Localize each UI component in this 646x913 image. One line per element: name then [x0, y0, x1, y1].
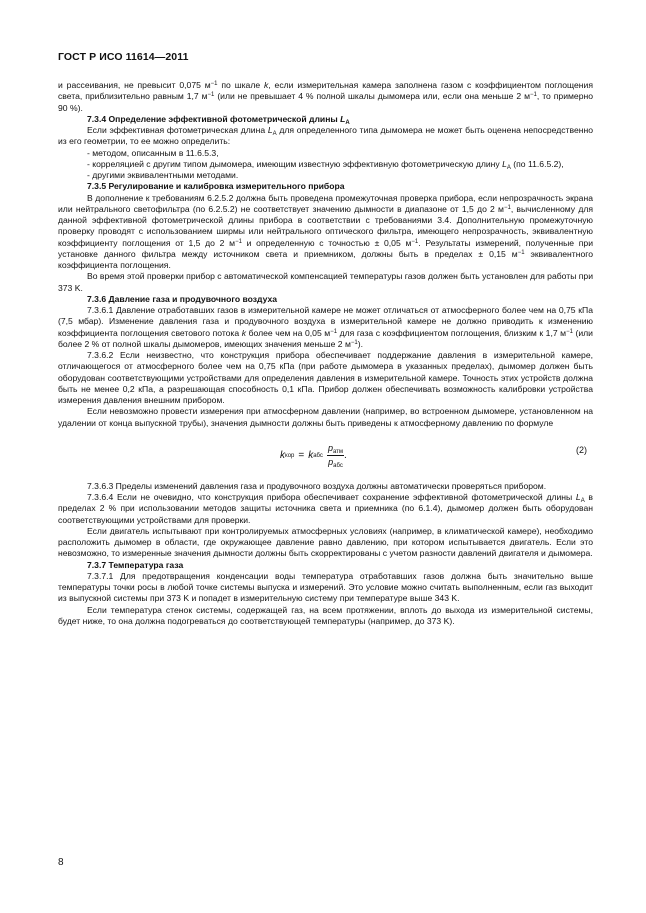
paragraph: Во время этой проверки прибор с автоматической компенсацией температуры газов должен быть установлен для работы при 373 K.	[58, 271, 593, 293]
page-number: 8	[58, 857, 64, 868]
list-item: - другими эквивалентными методами.	[87, 170, 239, 180]
list-item: - корреляцией с другим типом дымомера, имеющим известную эффективную фотометрическую длину $L_A$ (по 11.6.5.2),	[87, 158, 564, 171]
paragraph: 7.3.6.2 Если неизвестно, что конструкция прибора обеспечивает поддержание давления в измерительной камере, отличающегося от атмосферного более чем на 0,75 кПа (при работе дымомера в указанных пределах), дымомер должен быть оборудован соответствующими устройствами для определения давления в измерительной камере. Точность этих устройств должна быть не менее 0,2 кПа, а разрешающая способность 0,1 кПа. Прибор должен обеспечивать возможность калибровки устройства измерения давления внешним прибором.	[58, 350, 593, 405]
formula-expression: k кор = k абс $\frac{p_{атм}}{p_{абс}}$ .	[280, 442, 347, 469]
formula-block	[58, 429, 593, 481]
paragraph: В дополнение к требованиям 6.2.5.2 должна быть проведена промежуточная проверка прибора, если непрозрачность экрана или нейтрального светофильтра (по 6.2.5.2) не соответствует значению дымности в диапазоне от 1,5 до 2 $м^{-1}$, вычисленному для данной эффективной фотометрической длины прибора в соответствии с требованиями 3.4. Дополнительную промежуточную проверку проводят с использованием ширмы или нейтрального оптического фильтра, имеющего непрозрачность, эквивалентную коэффициенту поглощения от 1,5 до 2 $м^{-1}$ и определенную с точностью ± 0,05 $м^{-1}$. Результаты измерений, полученные при установке данного фильтра между источником света и приемником, должны быть в пределах ± 0,15 $м^{-1}$ эквивалентного коэффициента поглощения.	[58, 192, 593, 270]
paragraph: и рассеивания, не превысит 0,075 $м^{-1}$ по шкале k, если измерительная камера заполнена газом с коэффициентом поглощения света, приблизительно равным 1,7 $м^{-1}$ (или не превышает 4 % полной шкалы дымомера или, если она меньше 2 $м^{-1}$, то примерно 90 %).	[58, 80, 594, 113]
document-header: ГОСТ Р ИСО 11614—2011	[58, 51, 189, 63]
paragraph: Если невозможно провести измерения при атмосферном давлении (например, во встроенном дымомере, установленном на удалении от конца выпускной трубы), значения дымности должны быть приведены к атмосферному давлению по формуле	[58, 406, 593, 428]
section-heading: 7.3.6 Давление газа и продувочного воздуха	[87, 293, 278, 304]
paragraph: 7.3.6.4 Если не очевидно, что конструкция прибора обеспечивает сохранение эффективной фотометрической длины $L_A$ в пределах 2 % при использовании методов защиты источника света и приемника (по 6.1.4), дымомер должен быть оборудован соответствующими устройствами для проверки.	[58, 492, 594, 525]
formula-number: (2)	[576, 444, 587, 455]
section-heading: 7.3.7 Температура газа	[87, 559, 184, 570]
list-item: - методом, описанным в 11.6.5.3,	[87, 147, 219, 158]
paragraph: 7.3.6.1 Давление отработавших газов в измерительной камере не может отличаться от атмосферного более чем на 0,75 кПа (7,5 мбар). Изменение давления газа и продувочного воздуха в измерительной камере не должно приводить к изменению коэффициента поглощения светового потока k более чем на 0,05 $м^{-1}$ для газа с коэффициентом поглощения, близким к 1,7 $м^{-1}$ (или более 2 % от полной шкалы дымомеров, имеющих значения меньше 2 $м^{-1}$).	[58, 305, 593, 349]
paragraph: 7.3.7.1 Для предотвращения конденсации воды температура отработавших газов должна быть значительно выше температуры точки росы в любой точке системы выпуска и измерений. Это условие можно считать выполненным, если газ выходит из выпускной системы при 373 K и попадет в измерительную систему при температуре выше 343 K.	[58, 570, 593, 604]
formula-fraction: $\frac{p_{атм}}{p_{абс}}$	[327, 442, 344, 469]
section-heading: 7.3.4 Определение эффективной фотометрической длины $L_A$	[87, 113, 350, 126]
document-body	[58, 80, 593, 627]
paragraph: 7.3.6.3 Пределы изменений давления газа и продувочного воздуха должны автоматически проверяться прибором.	[87, 480, 547, 491]
section-heading: 7.3.5 Регулирование и калибровка измерительного прибора	[87, 181, 345, 192]
paragraph: Если температура стенок системы, содержащей газ, на всем протяжении, вплоть до выхода из измерительной системы, будет ниже, то она должна подогреваться до соответствующей температуры (например, до 373 K).	[58, 604, 593, 626]
paragraph: Если эффективная фотометрическая длина $L_A$ для определенного типа дымомера не может быть оценена непосредственно из его геометрии, то ее можно определить:	[58, 125, 594, 147]
paragraph: Если двигатель испытывают при контролируемых атмосферных условиях (например, в климатической камере), необходимо расположить дымомер в области, где окружающее давление равно давлению, при котором испытывается двигатель. Если это невозможно, то измеренные значения дымности должны быть скорректированы с учетом разности давлений двигателя и дымомера.	[58, 525, 593, 559]
